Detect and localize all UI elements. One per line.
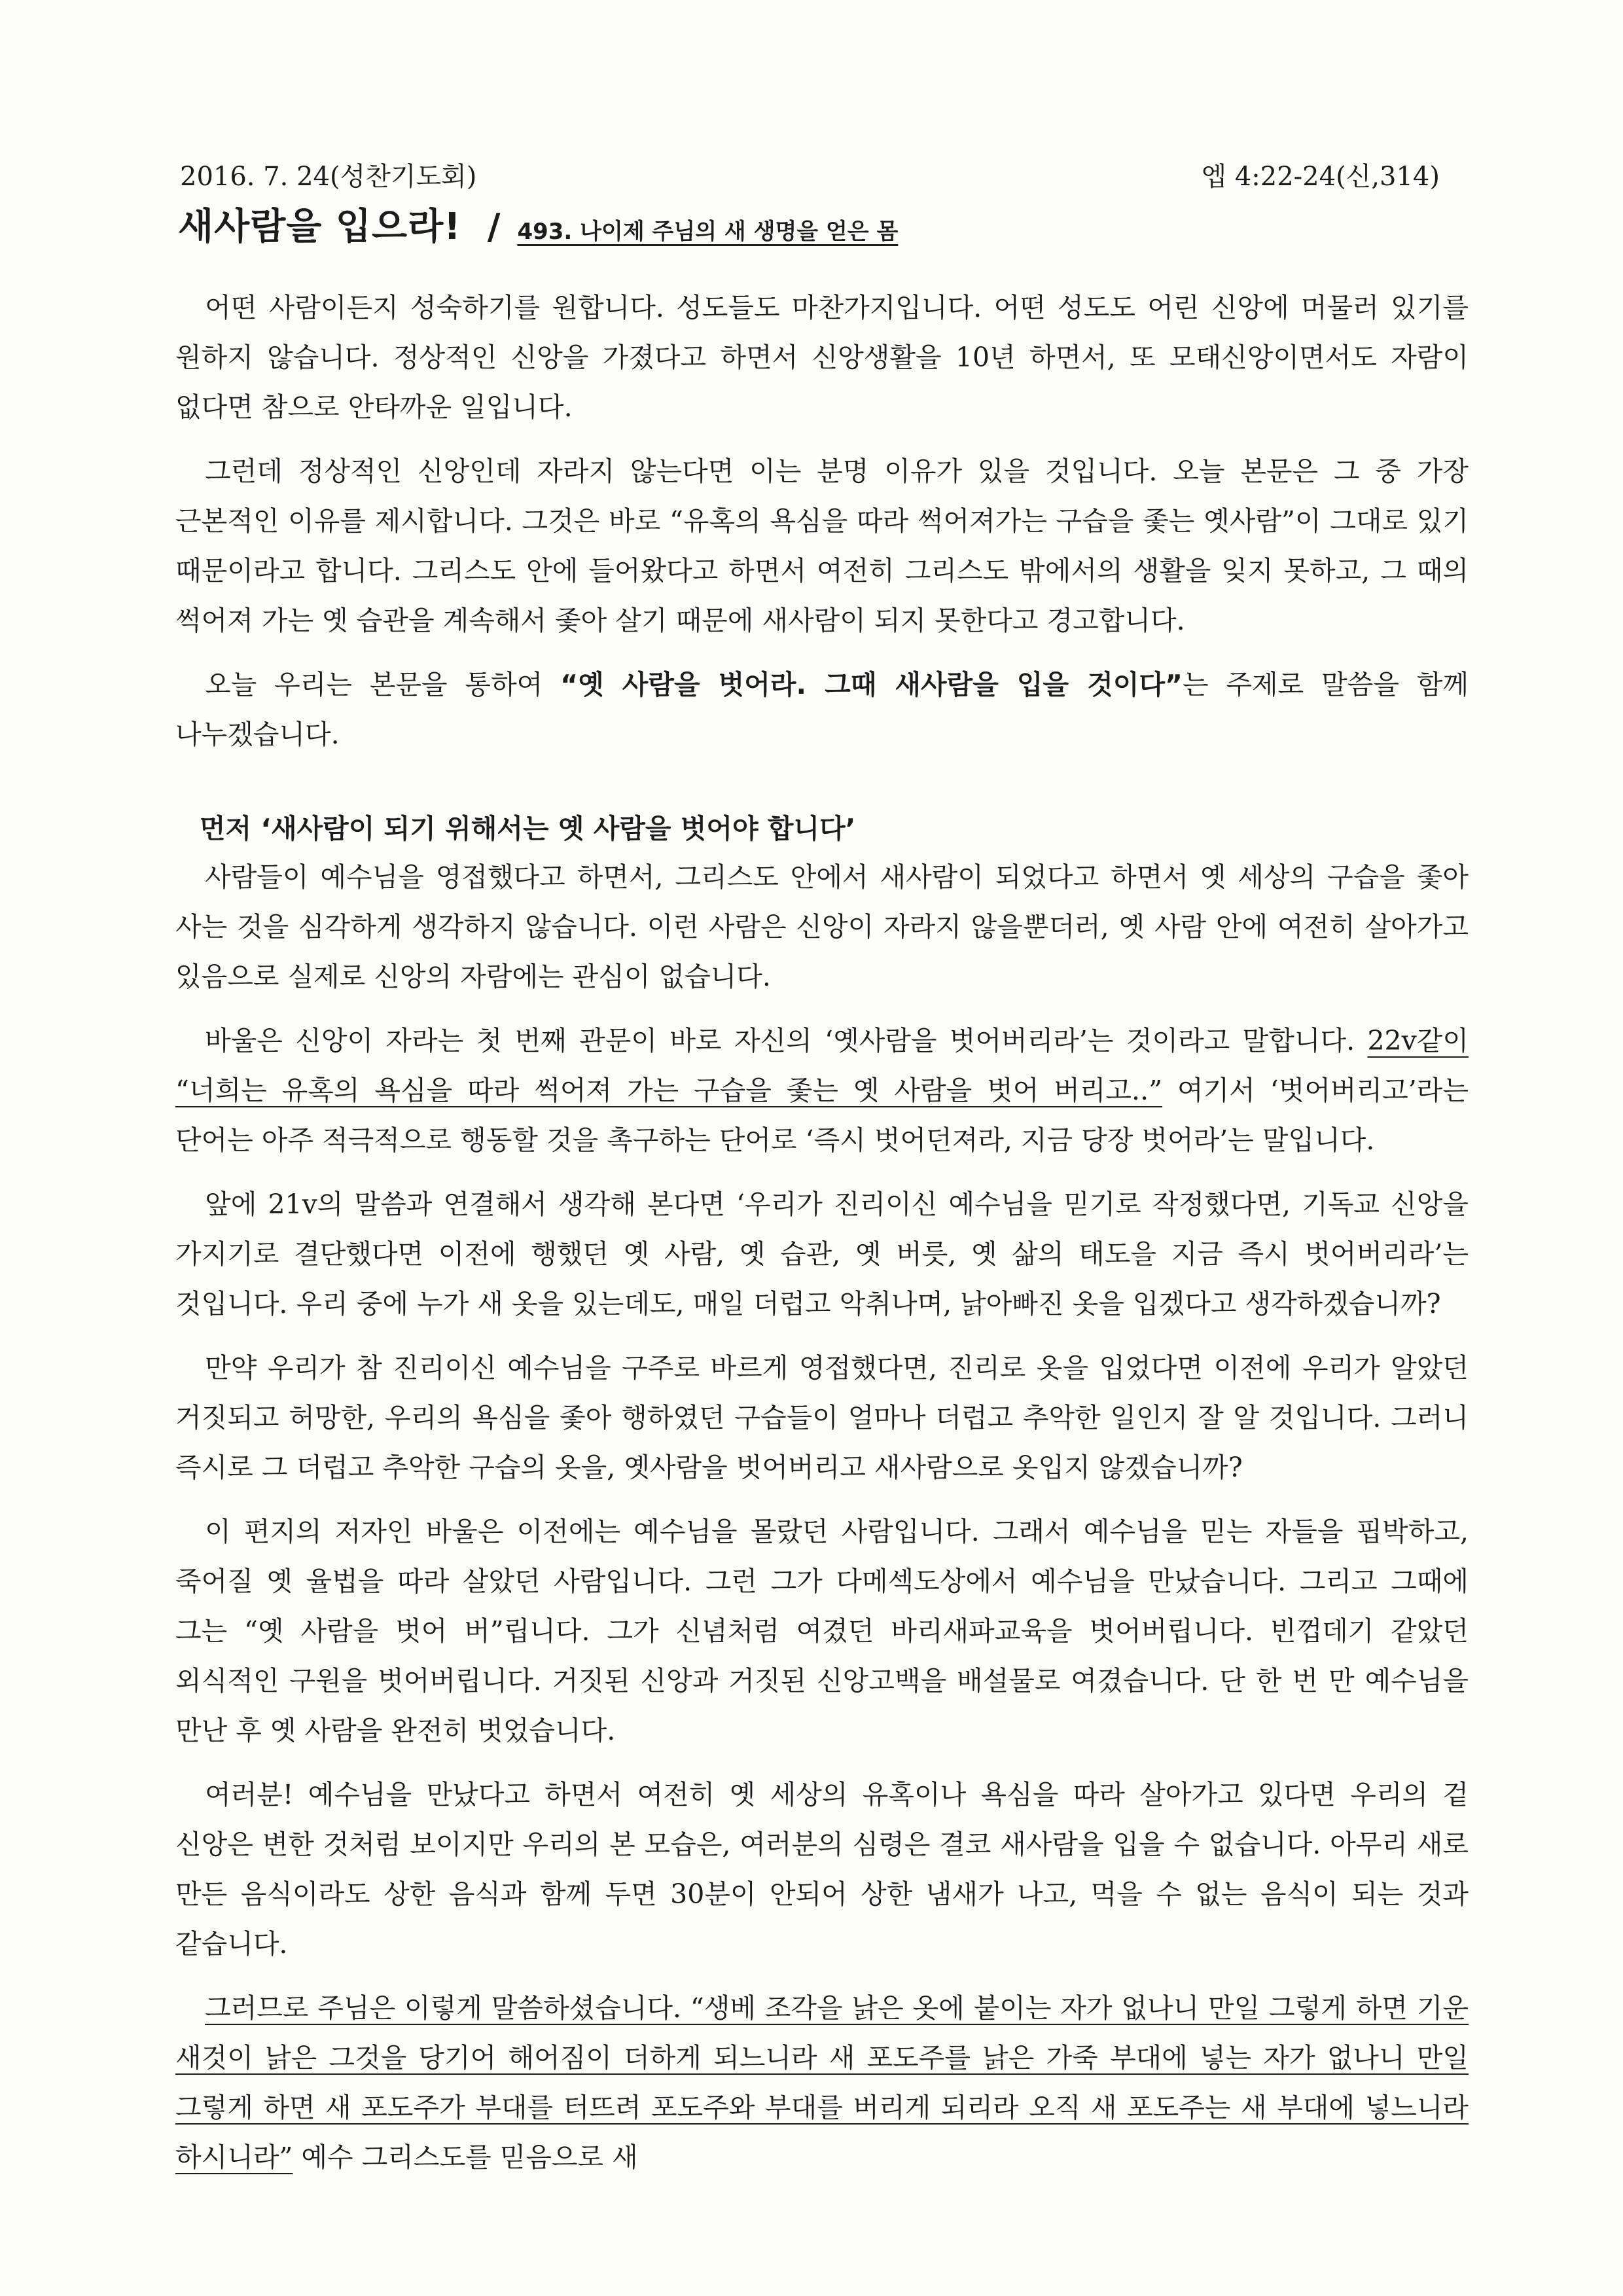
underlined-verse-22: 22v같이 “너희는 유혹의 욕심을 따라 썩어져 가는 구습을 좇는 옛 사람을 벗어 버리고..” xyxy=(175,1025,1469,1106)
scripture-reference: 엡 4:22-24(신,314) xyxy=(1201,162,1440,192)
paragraph-2: 그런데 정상적인 신앙인데 자라지 않는다면 이는 분명 이유가 있을 것입니다. 오늘 본문은 그 중 가장 근본적인 이유를 제시합니다. 그것은 바로 “유혹의 욕심을 따라 썩어져가는 구습을 좇는 옛사람”이 그대로 있기 때문이라고 합니다. 그리스도 안에 들어왔다고 하면서 여전히 그리스도 밖에서의 생활을 잊지 못하고, 그 때의 썩어져 가는 옛 습관을 계속해서 좇아 살기 때문에 새사람이 되지 못한다고 경고합니다. xyxy=(175,456,1469,636)
sermon-title: 새사람을 입으라! xyxy=(178,206,461,248)
sermon-date: 2016. 7. 24(성찬기도회) xyxy=(180,162,477,192)
paragraph-10 xyxy=(175,1983,1469,2182)
paragraph-6: 앞에 21v의 말씀과 연결해서 생각해 본다면 ‘우리가 진리이신 예수님을 믿기로 작정했다면, 기독교 신앙을 가지기로 결단했다면 이전에 행했던 옛 사람, 옛 습관, 옛 버릇, 옛 삶의 태도을 지금 즉시 벗어버리라’는 것입니다. 우리 중에 누가 새 옷을 있는데도, 매일 더럽고 악취나며, 낡아빠진 옷을 입겠다고 생각하겠습니까? xyxy=(175,1189,1469,1319)
title-separator: / xyxy=(487,206,501,247)
paragraph-4: 사람들이 예수님을 영접했다고 하면서, 그리스도 안에서 새사람이 되었다고 하면서 옛 세상의 구습을 좇아 사는 것을 심각하게 생각하지 않습니다. 이런 사람은 신앙이 자라지 않을뿐더러, 옛 사람 안에 여전히 살아가고 있음으로 실제로 신앙의 자람에는 관심이 없습니다. xyxy=(175,861,1469,992)
paragraph-8: 이 편지의 저자인 바울은 이전에는 예수님을 몰랐던 사람입니다. 그래서 예수님을 믿는 자들을 핍박하고, 죽어질 옛 율법을 따라 살았던 사람입니다. 그런 그가 다메섹도상에서 예수님을 만났습니다. 그리고 그때에 그는 “옛 사람을 벗어 버”립니다. 그가 신념처럼 여겼던 바리새파교육을 벗어버립니다. 빈껍데기 같았던 외식적인 구원을 벗어버립니다. 거짓된 신앙과 거짓된 신앙고백을 배설물로 여겼습니다. 단 한 번 만 예수님을 만난 후 옛 사람을 완전히 벗었습니다. xyxy=(175,1516,1469,1746)
paragraph-7: 만약 우리가 참 진리이신 예수님을 구주로 바르게 영접했다면, 진리로 옷을 입었다면 이전에 우리가 알았던 거짓되고 허망한, 우리의 욕심을 좇아 행하였던 구습들이 얼마나 더럽고 추악한 일인지 잘 알 것입니다. 그러니 즉시로 그 더럽고 추악한 구습의 옷을, 옛사람을 벗어버리고 새사람으로 옷입지 않겠습니까? xyxy=(175,1352,1469,1483)
paragraph-5-outro: 여기서 ‘벗어버리고’라는 단어는 아주 적극적으로 행동할 것을 촉구하는 단어로 ‘즉시 벗어던져라, 지금 당장 벗어라’는 말입니다. xyxy=(175,1075,1469,1156)
title-row xyxy=(178,198,1421,250)
paragraph-1: 어떤 사람이든지 성숙하기를 원합니다. 성도들도 마찬가지입니다. 어떤 성도도 어린 신앙에 머물러 있기를 원하지 않습니다. 정상적인 신앙을 가졌다고 하면서 신앙생활을 10년 하면서, 또 모태신앙이면서도 자람이 없다면 참으로 안타까운 일입니다. xyxy=(175,292,1469,423)
sermon-theme: “옛 사람을 벗어라. 그때 새사람을 입을 것이다” xyxy=(560,669,1183,700)
paragraph-5-intro: 바울은 신앙이 자라는 첫 번째 관문이 바로 자신의 ‘옛사람을 벗어버리라’는 것이라고 말합니다. xyxy=(205,1025,1368,1056)
underlined-quote: 그러므로 주님은 이렇게 말씀하셨습니다. “생베 조각을 낡은 옷에 붙이는 자가 없나니 만일 그렇게 하면 기운 새것이 낡은 그것을 당기어 해어짐이 더하게 되느니라 새 포도주를 낡은 가죽 부대에 넣는 자가 없나니 만일 그렇게 하면 새 포도주가 부대를 터뜨려 포도주와 부대를 버리게 되리라 오직 새 포도주는 새 부대에 넣느니라 하시니라” xyxy=(175,1992,1469,2173)
paragraph-3 xyxy=(175,660,1469,759)
paragraph-5 xyxy=(175,1016,1469,1165)
sermon-body xyxy=(175,283,1469,2197)
paragraph-9: 여러분! 예수님을 만났다고 하면서 여전히 옛 세상의 유혹이나 욕심을 따라 살아가고 있다면 우리의 겉 신앙은 변한 것처럼 보이지만 우리의 본 모습은, 여러분의 심령은 결코 새사람을 입을 수 없습니다. 아무리 새로 만든 음식이라도 상한 음식과 함께 두면 30분이 안되어 상한 냄새가 나고, 먹을 수 없는 음식이 되는 것과 같습니다. xyxy=(175,1779,1469,1960)
paragraph-3-outro: 는 주제로 말씀을 함께 나누겠습니다. xyxy=(175,669,1469,750)
hymn-reference: 493. 나이제 주님의 새 생명을 얻은 몸 xyxy=(517,219,899,245)
paragraph-10-outro: 예수 그리스도를 믿음으로 새 xyxy=(293,2142,638,2173)
section-heading-1: 먼저 ‘새사람이 되기 위해서는 옛 사람을 벗어야 합니다’ xyxy=(199,813,856,844)
paragraph-3-intro: 오늘 우리는 본문을 통하여 xyxy=(205,669,561,700)
